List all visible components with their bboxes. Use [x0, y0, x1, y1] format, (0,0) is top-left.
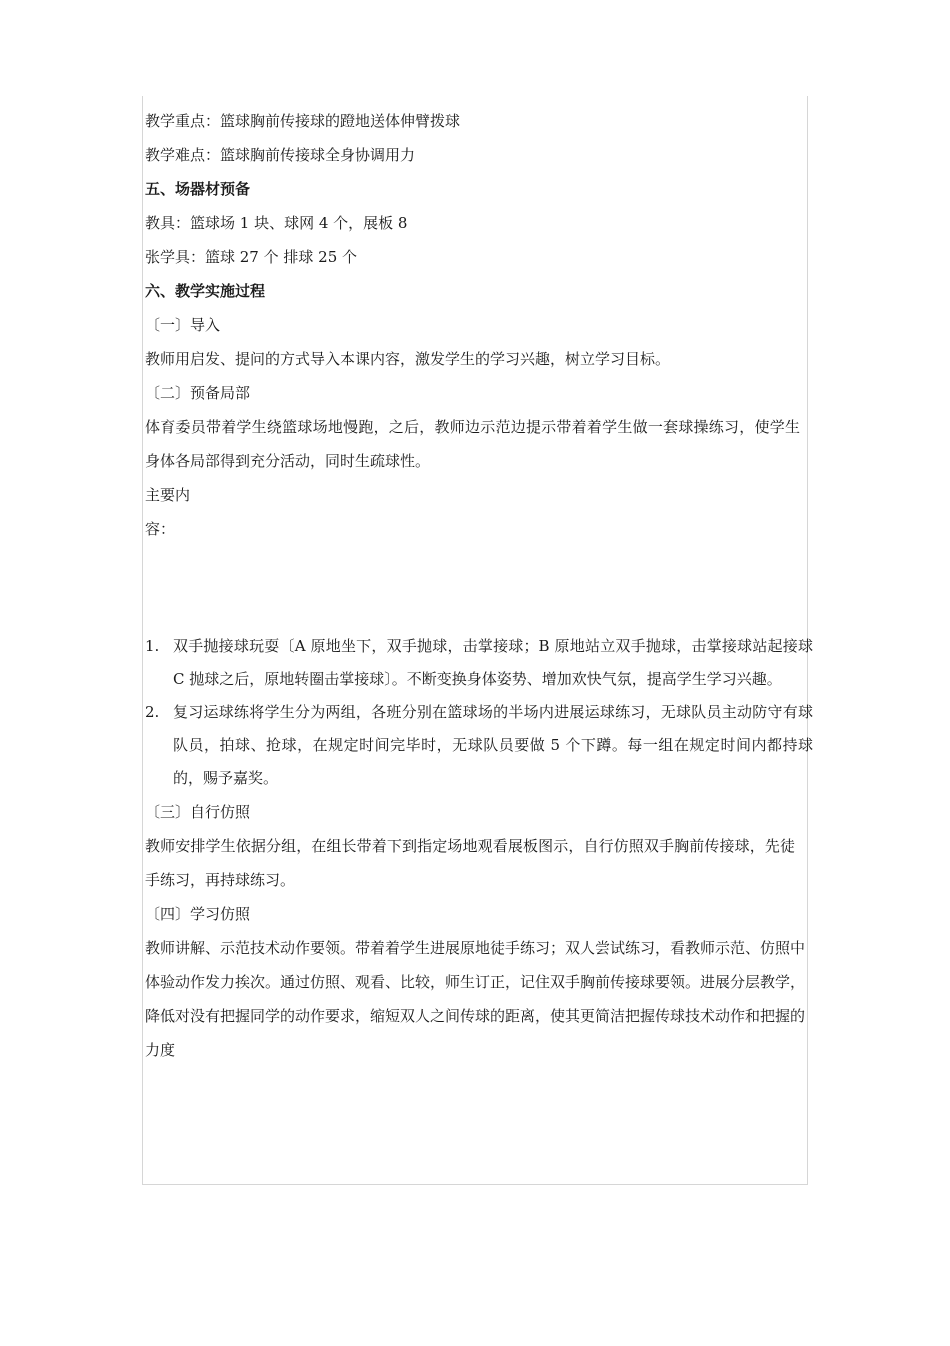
- section-5-heading: 五、场器材预备: [145, 180, 251, 198]
- list-item-text: 双手抛接球玩耍〔A 原地坐下，双手抛球，击掌接球；B 原地站立双手抛球，击掌接球站起接球 C 抛球之后，原地转圈击掌接球〕。不断变换身体姿势、增加欢快气氛，提高学生学习兴趣。: [173, 637, 813, 688]
- teaching-difficulty: 教学难点：篮球胸前传接球全身协调用力: [145, 146, 416, 164]
- list-item: [145, 696, 813, 795]
- teaching-focus: 教学重点：篮球胸前传接球的蹬地送体伸臂拨球: [145, 112, 461, 130]
- part-4-heading: 〔四〕学习仿照: [145, 905, 251, 923]
- list-item-number: 2.: [145, 703, 160, 721]
- part-4-text: 教师讲解、示范技术动作要领。带着着学生进展原地徒手练习；双人尝试练习，看教师示范、仿照中体验动作发力挨次。通过仿照、观看、比较，师生订正，记住双手胸前传接球要领。进展分层教学，降低对没有把握同学的动作要求，缩短双人之间传球的距离，使其更简洁把握传球技术动作和把握的力度: [145, 939, 806, 1059]
- part-1-text: 教师用启发、提问的方式导入本课内容，激发学生的学习兴趣，树立学习目标。: [145, 350, 671, 368]
- part-2-heading: 〔二〕预备局部: [145, 384, 251, 402]
- part-1-heading: 〔一〕导入: [145, 316, 221, 334]
- equipment-student: 张学具：篮球 27 个 排球 25 个: [145, 248, 358, 266]
- part-2-text: 体育委员带着学生绕篮球场地慢跑，之后，教师边示范边提示带着着学生做一套球操练习，使学生身体各局部得到充分活动，同时生疏球性。: [145, 418, 800, 470]
- section-6-heading: 六、教学实施过程: [145, 282, 266, 300]
- list-item-text: 复习运球练将学生分为两组，各班分别在篮球场的半场内进展运球练习，无球队员主动防守有球队员，拍球、抢球，在规定时间完毕时，无球队员要做 5 个下蹲。每一组在规定时间内都持球的，赐予嘉奖。: [173, 703, 813, 787]
- main-content-label-2: 容：: [145, 520, 176, 538]
- part-3-heading: 〔三〕自行仿照: [145, 803, 251, 821]
- document-body: [145, 104, 815, 1067]
- part-3-text: 教师安排学生依据分组，在组长带着下到指定场地观看展板图示，自行仿照双手胸前传接球，先徒手练习，再持球练习。: [145, 837, 795, 889]
- list-item: [145, 630, 813, 696]
- blank-space: [145, 546, 815, 630]
- main-content-label-1: 主要内: [145, 486, 191, 504]
- equipment-teacher: 教具：篮球场 1 块、球网 4 个，展板 8: [145, 214, 408, 232]
- list-item-number: 1.: [145, 637, 160, 655]
